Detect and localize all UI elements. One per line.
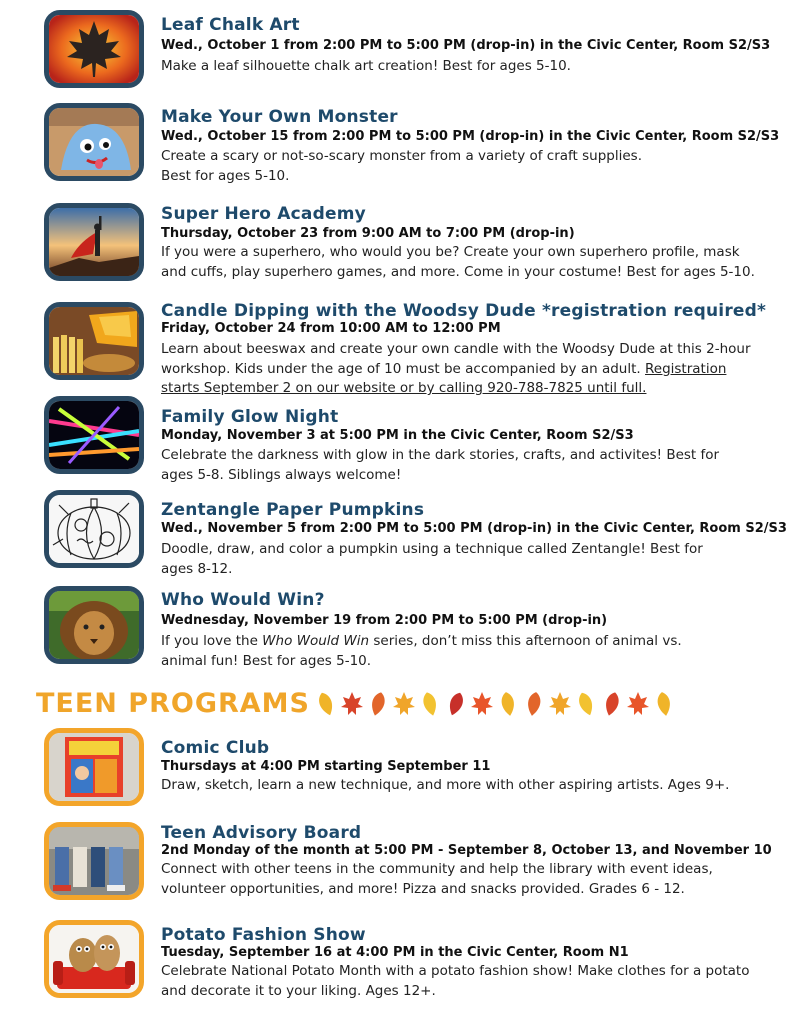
event-date: Tuesday, September 16 at 4:00 PM in the Civic Center, Room N1 [161, 945, 629, 960]
event-description [161, 147, 771, 186]
event-title: Leaf Chalk Art [161, 15, 300, 35]
description-line: and cuffs, play superhero games, and more. Come in your costume! Best for ages 5-10. [161, 263, 755, 280]
event-title: Zentangle Paper Pumpkins [161, 500, 425, 520]
registration-info: starts September 2 on our website or by calling 920-788-7825 until full. [161, 380, 647, 396]
leaf-row-icon [314, 689, 686, 719]
glow-sticks-image [44, 396, 144, 474]
description-line: Make a leaf silhouette chalk art creation! Best for ages 5-10. [161, 58, 571, 74]
description-line: Celebrate National Potato Month with a potato fashion show! Make clothes for a potato [161, 963, 750, 979]
book-series-title: Who Would Win [262, 633, 370, 649]
event-date: Thursday, October 23 from 9:00 AM to 7:00 PM (drop-in) [161, 226, 575, 241]
event-date: Wednesday, November 19 from 2:00 PM to 5:00 PM (drop-in) [161, 613, 608, 628]
zentangle-pumpkin-image [44, 490, 144, 568]
event-date: Wed., October 1 from 2:00 PM to 5:00 PM (drop-in) in the Civic Center, Room S2/S3 [161, 38, 771, 53]
event-description [161, 243, 771, 282]
event-description [161, 632, 771, 671]
description-line: Celebrate the darkness with glow in the dark stories, crafts, and activites! Best for [161, 447, 720, 463]
event-date: Friday, October 24 from 10:00 AM to 12:00 PM [161, 321, 501, 336]
registration-info: Registration [645, 360, 727, 377]
event-title: Family Glow Night [161, 407, 339, 427]
autumn-leaves-decoration [314, 689, 686, 719]
description-line: If you were a superhero, who would you be? Create your own superhero profile, mask [161, 244, 740, 260]
leaf-chalk-art-image [44, 10, 144, 88]
description-line [161, 360, 771, 380]
event-description [161, 776, 771, 796]
description-line: Doodle, draw, and color a pumpkin using a technique called Zentangle! Best for [161, 541, 703, 557]
description-line: Connect with other teens in the community and help the library with event ideas, [161, 861, 713, 877]
event-title: Who Would Win? [161, 590, 325, 610]
event-title: Potato Fashion Show [161, 925, 366, 945]
event-date: Wed., October 15 from 2:00 PM to 5:00 PM (drop-in) in the Civic Center, Room S2/S3 [161, 129, 780, 144]
event-description [161, 446, 771, 485]
description-line: Best for ages 5-10. [161, 167, 290, 184]
description-text: series, don’t miss this afternoon of animal vs. [369, 633, 682, 649]
event-title: Super Hero Academy [161, 204, 366, 224]
event-title: Teen Advisory Board [161, 823, 362, 843]
description-line: Create a scary or not-so-scary monster from a variety of craft supplies. [161, 148, 642, 164]
description-line [161, 632, 771, 652]
description-line: Learn about beeswax and create your own candle with the Woodsy Dude at this 2-hour [161, 341, 751, 357]
event-title: Comic Club [161, 738, 270, 758]
event-date: Wed., November 5 from 2:00 PM to 5:00 PM (drop-in) in the Civic Center, Room S2/S3 [161, 521, 787, 536]
description-line: ages 8-12. [161, 560, 233, 577]
event-title: Candle Dipping with the Woodsy Dude *registration required* [161, 301, 767, 321]
event-description [161, 57, 771, 77]
event-description [161, 340, 771, 399]
comic-book-image [44, 728, 144, 806]
event-description [161, 860, 771, 899]
description-line: Draw, sketch, learn a new technique, and more with other aspiring artists. Ages 9+. [161, 777, 730, 793]
description-text: workshop. Kids under the age of 10 must be accompanied by an adult. [161, 360, 641, 377]
description-line: ages 5-8. Siblings always welcome! [161, 466, 402, 483]
lion-image [44, 586, 144, 664]
event-date: 2nd Monday of the month at 5:00 PM - September 8, October 13, and November 10 [161, 843, 772, 858]
potato-couple-image [44, 920, 144, 998]
candle-image [44, 302, 144, 380]
description-text: If you love the [161, 633, 263, 649]
section-heading-teen-programs: TEEN PROGRAMS [36, 688, 310, 719]
superhero-image [44, 203, 144, 281]
description-line: animal fun! Best for ages 5-10. [161, 652, 372, 669]
event-date: Thursdays at 4:00 PM starting September 11 [161, 759, 491, 774]
teens-sitting-image [44, 822, 144, 900]
event-title: Make Your Own Monster [161, 107, 398, 127]
description-line: and decorate it to your liking. Ages 12+. [161, 982, 436, 999]
monster-craft-image [44, 103, 144, 181]
event-description [161, 962, 771, 1001]
description-line: volunteer opportunities, and more! Pizza and snacks provided. Grades 6 - 12. [161, 880, 685, 897]
event-date: Monday, November 3 at 5:00 PM in the Civic Center, Room S2/S3 [161, 428, 634, 443]
event-description [161, 540, 771, 579]
